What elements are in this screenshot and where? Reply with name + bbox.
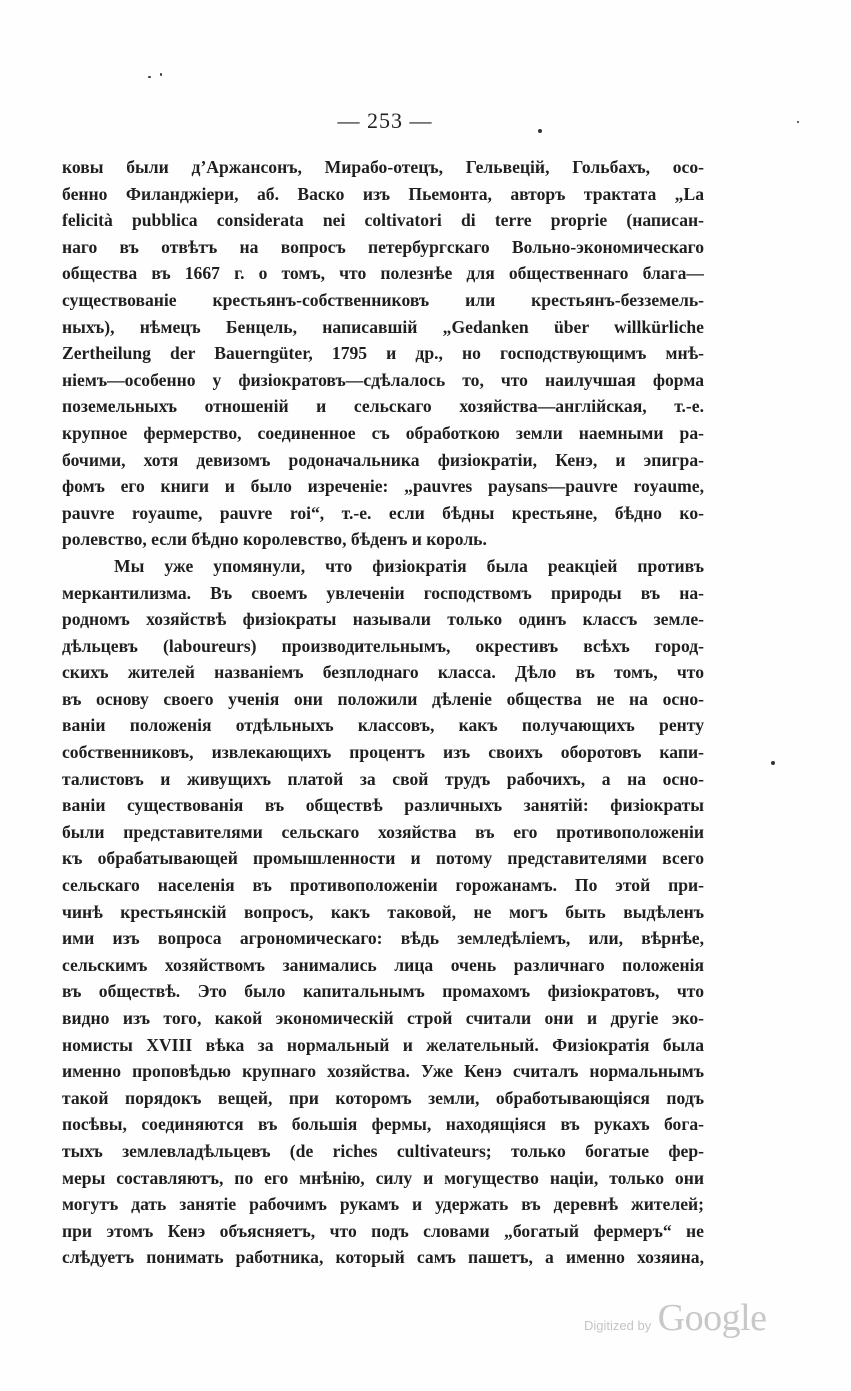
watermark-prefix: Digitized by [584,1318,652,1333]
text-line: собственниковъ, извлекающихъ процентъ изъ своихъ оборотовъ капи- [62,742,704,763]
text-line: ныхъ), нѣмецъ Бенцель, написавшій „Gedanken über willkürliche [62,316,704,337]
text-line: такой порядокъ вещей, при которомъ земли, обработывающіяся подъ [62,1087,704,1108]
text-line: бочими, хотя девизомъ родоначальника физіократіи, Кенэ, и эпигра- [62,449,704,470]
body-text [62,154,704,1271]
digitized-by-google-watermark [584,1296,767,1340]
text-line: ими изъ вопроса агрономическаго: вѣдь земледѣліемъ, или, вѣрнѣе, [62,928,704,949]
text-line: felicità pubblica considerata nei coltivatori di terre proprie (написан- [62,210,704,231]
text-line: Мы уже упомянули, что физіократія была реакціей противъ [114,555,704,576]
text-line: фомъ его книги и было изреченіе: „pauvres paysans—pauvre royaume, [62,476,704,497]
ink-speck [160,73,162,76]
text-line: ваніи положенія отдѣльныхъ классовъ, какъ получающихъ ренту [62,715,704,736]
text-line: при этомъ Кенэ объясняетъ, что подъ словами „богатый фермеръ“ не [62,1220,704,1241]
text-line: поземельныхъ отношеній и сельскаго хозяйства—англійская, т.-е. [62,396,704,417]
text-line: видно изъ того, какой экономическій строй считали они и другіе эко- [62,1008,704,1028]
text-line: ролевство, если бѣдно королевство, бѣденъ и король. [62,529,487,550]
text-line: ковы были д’Аржансонъ, Мирабо-отецъ, Гельвецій, Гольбахъ, осо- [62,157,704,177]
text-line: сельскимъ хозяйствомъ занимались лица очень различнаго положенія [62,954,704,975]
text-line: общества въ 1667 г. о томъ, что полезнѣе для общественнаго блага— [62,263,704,284]
text-line: посѣвы, соединяются въ большія фермы, находящіяся въ рукахъ бога- [62,1114,704,1135]
text-line: въ основу своего ученія они положили дѣленіе общества не на осно- [62,688,704,709]
text-line: pauvre royaume, pauvre roi“, т.-е. если бѣдны крестьяне, бѣдно ко- [62,502,704,523]
page-number: — 253 — [337,108,433,133]
text-line: наго въ отвѣтъ на вопросъ петербургскаго Вольно-экономическаго [62,236,704,257]
text-line: въ обществѣ. Это было капитальнымъ промахомъ физіократовъ, что [62,981,704,1002]
text-line: тыхъ землевладѣльцевъ (de riches cultivateurs; только богатые фер- [62,1140,704,1161]
text-line: меры составляютъ, по его мнѣнію, силу и могущество націи, только они [62,1167,704,1188]
text-line: чинѣ крестьянскій вопросъ, какъ таковой, не могъ быть выдѣленъ [62,901,704,922]
text-line: дѣльцевъ (laboureurs) производительнымъ, окрестивъ всѣхъ город- [62,635,704,656]
google-logo: Google [657,1297,767,1339]
text-line: сельскаго населенія въ противоположеніи горожанамъ. По этой при- [62,875,704,896]
text-line: могутъ дать занятіе рабочимъ рукамъ и удержать въ деревнѣ жителей; [62,1194,704,1215]
text-line: ваніи существованія въ обществѣ различныхъ занятій: физіократы [62,795,704,816]
text-line: существованіе крестьянъ-собственниковъ или крестьянъ-безземель- [62,289,704,310]
ink-speck [148,76,151,78]
text-line: крупное фермерство, соединенное съ обработкою земли наемными ра- [62,422,704,443]
text-line: талистовъ и живущихъ платой за свой трудъ рабочихъ, а на осно- [62,768,704,789]
text-line: были представителями сельскаго хозяйства въ его противоположеніи [62,821,704,842]
text-line: родномъ хозяйствѣ физіократы называли только одинъ классъ земле- [62,609,704,630]
text-line: скихъ жителей названіемъ безплоднаго класса. Дѣло въ томъ, что [62,662,704,683]
text-line: номисты XVIII вѣка за нормальный и желательный. Физіократія была [62,1034,704,1055]
text-line: ніемъ—особенно у физіократовъ—сдѣлалось то, что наилучшая форма [62,369,704,390]
text-line: къ обрабатывающей промышленности и потому представителями всего [62,848,704,869]
text-line: слѣдуетъ понимать работника, который самъ пашетъ, а именно хозяина, [62,1247,704,1268]
text-line: бенно Филанджіери, аб. Васко изъ Пьемонта, авторъ трактата „La [62,183,704,204]
ink-speck [797,121,799,123]
text-line: именно проповѣдью крупнаго хозяйства. Уже Кенэ считалъ нормальнымъ [62,1061,704,1082]
ink-speck [771,761,775,765]
text-line: Zertheilung der Bauerngüter, 1795 и др., но господствующимъ мнѣ- [62,343,704,364]
text-line: меркантилизма. Въ своемъ увлеченіи господствомъ природы въ на- [62,582,704,603]
